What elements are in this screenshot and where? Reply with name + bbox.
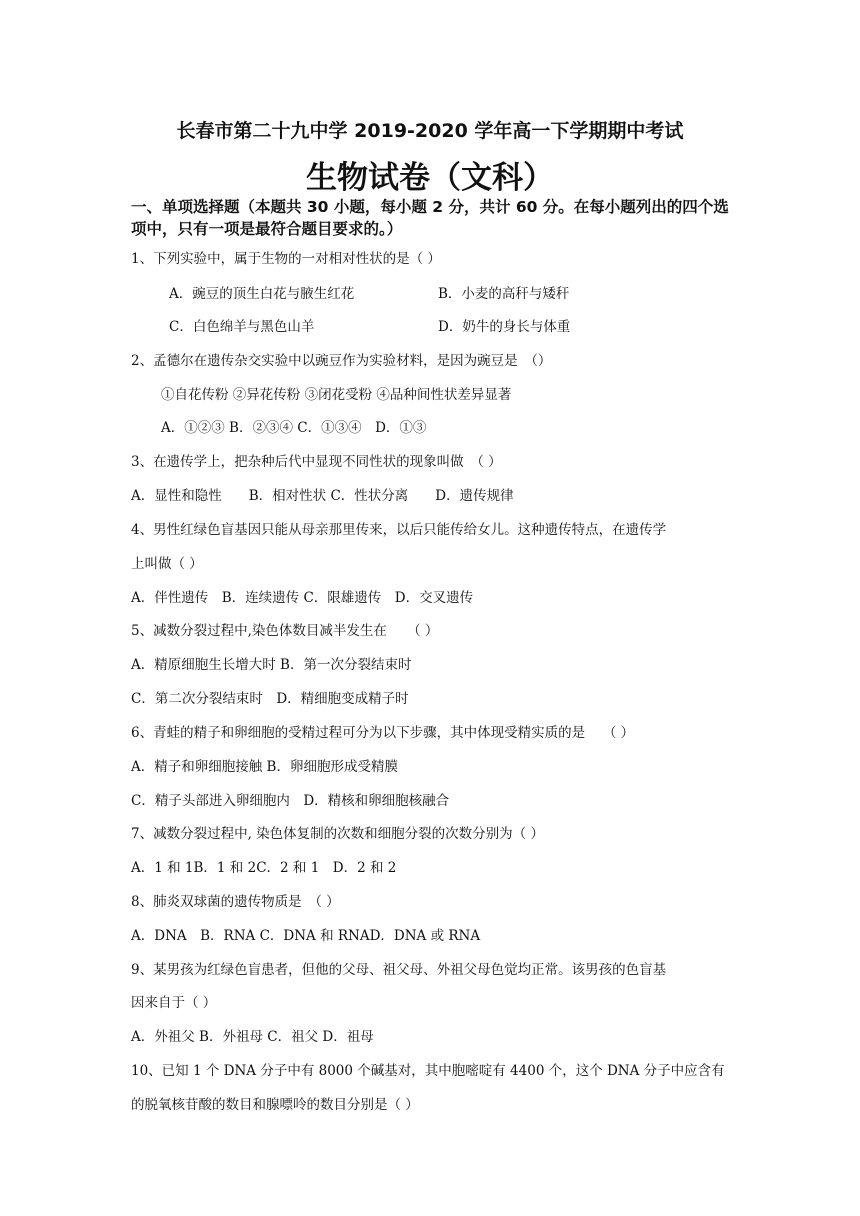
question-8-stem: 8、肺炎双球菌的遗传物质是 （ ） [131,894,340,910]
question-6-options-line2: C．精子头部进入卵细胞内 D．精核和卵细胞核融合 [131,793,450,809]
question-1-option-a: A．豌豆的顶生白花与腋生红花 [169,286,355,302]
question-5-options-line2: C．第二次分裂结束时 D．精细胞变成精子时 [131,691,409,707]
question-9-stem-line2: 因来自于（ ） [131,995,217,1011]
question-6-stem: 6、青蛙的精子和卵细胞的受精过程可分为以下步骤，其中体现受精实质的是 （ ） [131,725,635,741]
question-1-option-c: C．白色绵羊与黑色山羊 [169,319,315,335]
question-5-options-line1: A．精原细胞生长增大时 B．第一次分裂结束时 [131,657,412,673]
exam-subtitle: 生物试卷（文科） [306,160,554,196]
question-8-options: A．DNA B．RNA C．DNA 和 RNAD．DNA 或 RNA [131,928,481,944]
section-heading: 一、单项选择题（本题共 30 小题，每小题 2 分，共计 60 分。在每小题列出的四个选项中，只有一项是最符合题目要求的。） [131,198,729,238]
question-7-stem: 7、减数分裂过程中, 染色体复制的次数和细胞分裂的次数分别为（ ） [131,826,544,842]
question-4-stem-line2: 上叫做（ ） [131,556,203,572]
question-2-stem: 2、孟德尔在遗传杂交实验中以豌豆作为实验材料，是因为豌豆是 （） [131,353,552,369]
question-1-stem: 1、下列实验中，属于生物的一对相对性状的是（ ） [131,251,441,267]
question-9-stem-line1: 9、某男孩为红绿色盲患者，但他的父母、祖父母、外祖父母色觉均正常。该男孩的色盲基 [131,962,667,978]
exam-title: 长春市第二十九中学 2019-2020 学年高一下学期期中考试 [176,120,684,142]
question-4-options: A．伴性遗传 B．连续遗传 C．限雄遗传 D．交叉遗传 [131,590,474,606]
question-1-option-d: D．奶牛的身长与体重 [438,319,571,335]
question-10-stem-line2: 的脱氧核苷酸的数目和腺嘌呤的数目分别是（ ） [131,1097,419,1113]
question-4-stem-line1: 4、男性红绿色盲基因只能从母亲那里传来，以后只能传给女儿。这种遗传特点，在遗传学 [131,522,667,538]
question-1-option-b: B．小麦的高秆与矮秆 [438,286,570,302]
question-5-stem: 5、减数分裂过程中,染色体数目减半发生在 （ ） [131,623,439,639]
question-10-stem-line1: 10、已知 1 个 DNA 分子中有 8000 个碱基对，其中胞嘧啶有 4400 个，这个 DNA 分子中应含有 [131,1063,725,1079]
question-3-options: A．显性和隐性 B．相对性状 C．性状分离 D．遗传规律 [131,488,514,504]
question-2-options: A．①②③ B．②③④ C．①③④ D．①③ [161,420,427,436]
question-2-items: ①自花传粉 ②异花传粉 ③闭花受粉 ④品种间性状差异显著 [161,387,512,403]
question-7-options: A．1 和 1B．1 和 2C．2 和 1 D．2 和 2 [131,860,397,876]
question-9-options: A．外祖父 B．外祖母 C．祖父 D．祖母 [131,1029,374,1045]
question-3-stem: 3、在遗传学上，把杂种后代中显现不同性状的现象叫做 （ ） [131,454,502,470]
question-6-options-line1: A．精子和卵细胞接触 B．卵细胞形成受精膜 [131,759,398,775]
